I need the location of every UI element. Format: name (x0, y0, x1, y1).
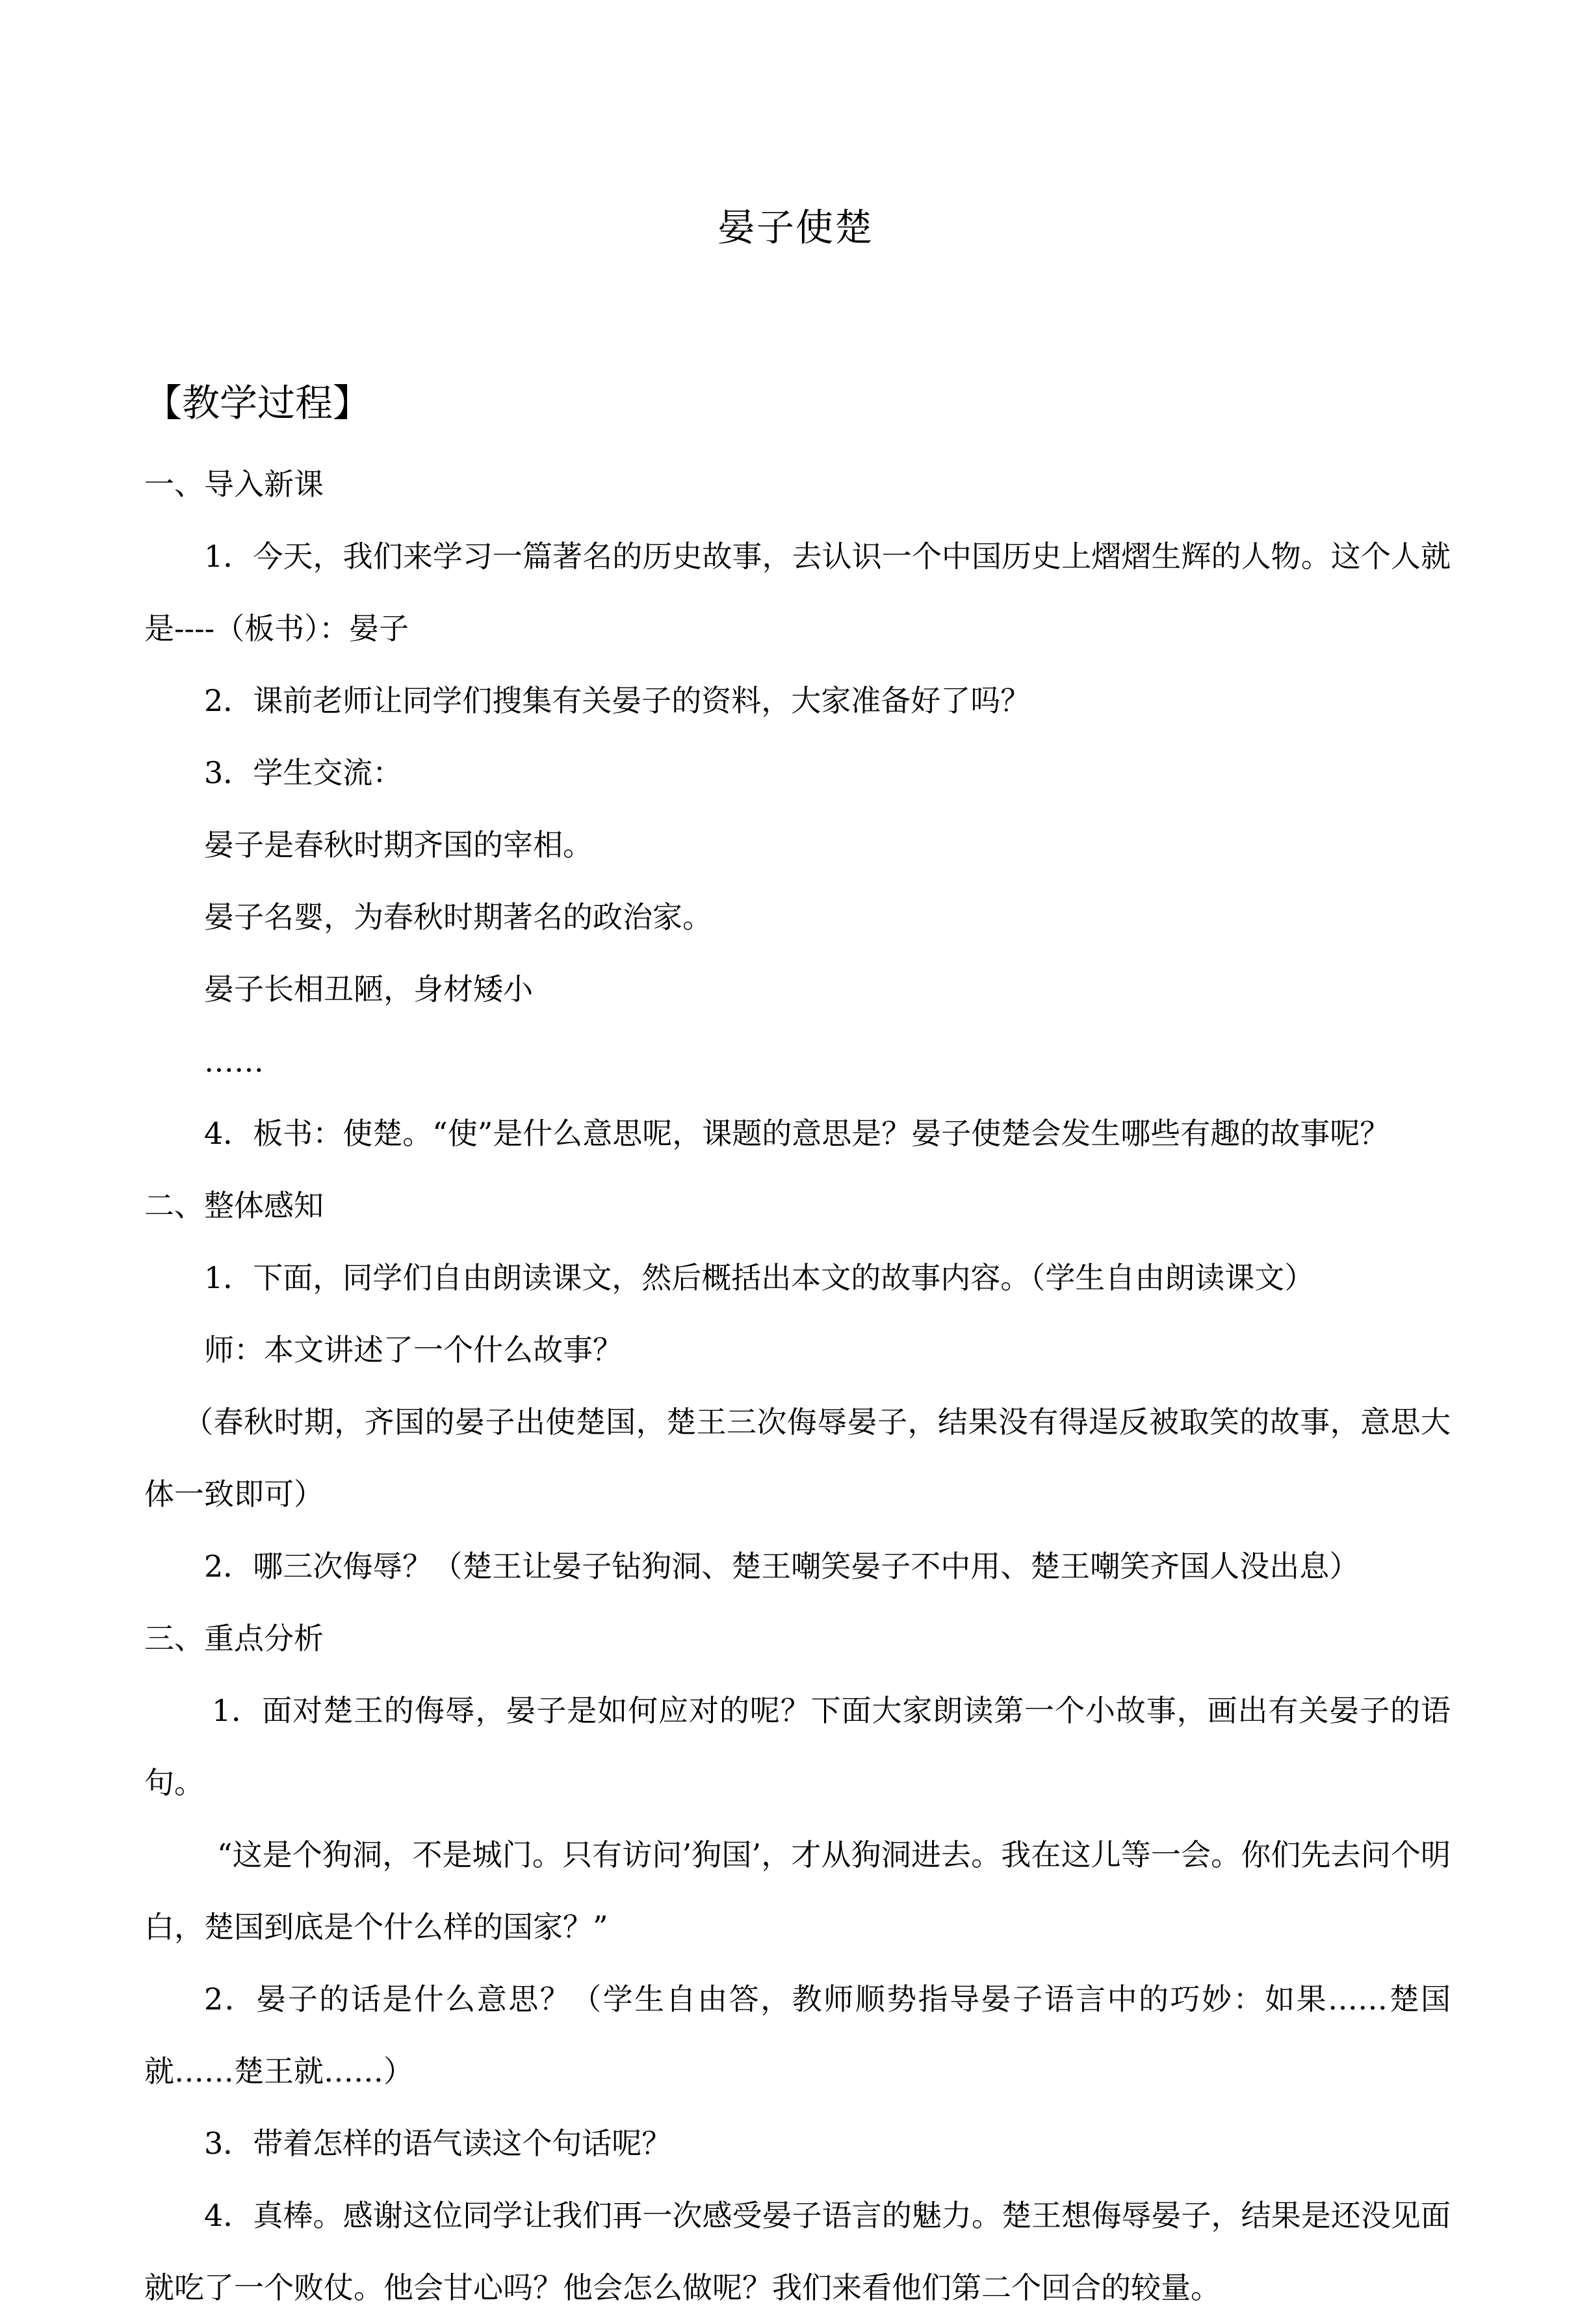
paragraph: 2．哪三次侮辱？（楚王让晏子钻狗洞、楚王嘲笑晏子不中用、楚王嘲笑齐国人没出息） (204, 1549, 1360, 1584)
paragraph: 晏子是春秋时期齐国的宰相。 (204, 827, 593, 862)
paragraph: 3．带着怎样的语气读这个句话呢？ (204, 2126, 672, 2161)
paragraph: 师：本文讲述了一个什么故事？ (204, 1332, 623, 1367)
paragraph: 2．课前老师让同学们搜集有关晏子的资料，大家准备好了吗？ (204, 683, 1031, 718)
paragraph: 3．学生交流： (204, 755, 403, 790)
paragraph: （春秋时期，齐国的晏子出使楚国，楚王三次侮辱晏子，结果没有得逞反被取笑的故事，意思大体一致即可） (144, 1404, 1451, 1512)
section-heading: 【教学过程】 (144, 381, 371, 425)
heading-intro: 一、导入新课 (144, 467, 324, 502)
paragraph: 1．面对楚王的侮辱，晏子是如何应对的呢？下面大家朗读第一个小故事，画出有关晏子的语句。 (144, 1693, 1451, 1800)
page-title: 晏子使楚 (717, 205, 873, 250)
heading-overview: 二、整体感知 (144, 1188, 324, 1223)
quote-paragraph: “这是个狗洞，不是城门。只有访问’狗国’，才从狗洞进去。我在这儿等一会。你们先去问个明白，楚国到底是个什么样的国家？” (144, 1837, 1451, 1944)
ellipsis-line: …… (204, 1044, 264, 1079)
paragraph: 1．下面，同学们自由朗读课文，然后概括出本文的故事内容。（学生自由朗读课文） (204, 1260, 1315, 1295)
paragraph: 4．真棒。感谢这位同学让我们再一次感受晏子语言的魅力。楚王想侮辱晏子，结果是还没见面就吃了一个败仗。他会甘心吗？他会怎么做呢？我们来看他们第二个回合的较量。 (144, 2198, 1451, 2305)
paragraph: 晏子名婴，为春秋时期著名的政治家。 (204, 899, 712, 935)
paragraph: 1．今天，我们来学习一篇著名的历史故事，去认识一个中国历史上熠熠生辉的人物。这个人就是----（板书）：晏子 (144, 539, 1451, 646)
heading-analysis: 三、重点分析 (144, 1621, 324, 1656)
paragraph: 4．板书：使楚。“使”是什么意思呢，课题的意思是？晏子使楚会发生哪些有趣的故事呢？ (204, 1116, 1390, 1151)
paragraph: 晏子长相丑陋，身材矮小 (204, 972, 533, 1007)
paragraph: 2．晏子的话是什么意思？（学生自由答，教师顺势指导晏子语言中的巧妙：如果……楚国就……楚王就……） (144, 1982, 1451, 2089)
document-body (144, 448, 1451, 2324)
